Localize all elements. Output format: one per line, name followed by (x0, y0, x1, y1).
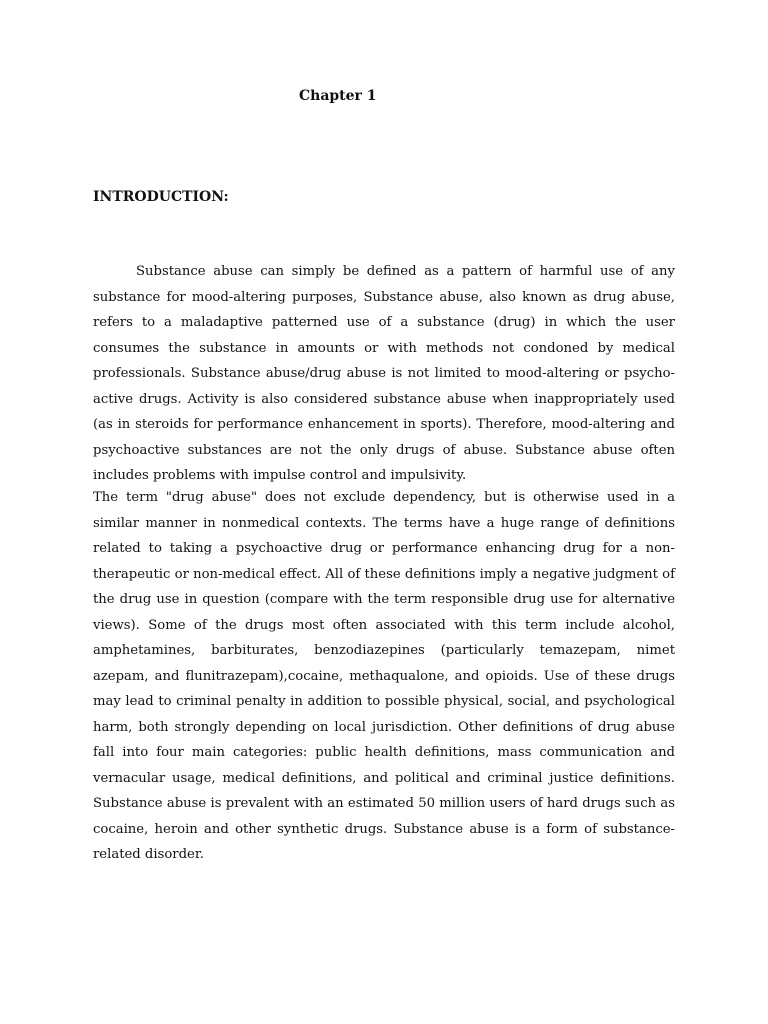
chapter-title: Chapter 1 (299, 88, 377, 104)
section-heading-introduction: INTRODUCTION: (93, 189, 229, 205)
body-paragraph-2: The term "drug abuse" does not exclude dependency, but is otherwise used in a similar manner in nonmedical contexts. The terms have a huge range of definitions related to taking a psychoactive drug or performance enhancing drug for a non-therapeutic or non-medical effect. All of these definitions imply a negative judgment of the drug use in question (compare with the term responsible drug use for alternative views). Some of the drugs most often associated with this term include alcohol, amphetamines, barbiturates, benzodiazepines (particularly temazepam, nimet azepam, and flunitrazepam),cocaine, methaqualone, and opioids. Use of these drugs may lead to criminal penalty in addition to possible physical, social, and psychological harm, both strongly depending on local jurisdiction. Other definitions of drug abuse fall into four main categories: public health definitions, mass communication and vernacular usage, medical definitions, and political and criminal justice definitions. Substance abuse is prevalent with an estimated 50 million users of hard drugs such as cocaine, heroin and other synthetic drugs. Substance abuse is a form of substance-related disorder. (93, 490, 675, 862)
body-paragraph-1: Substance abuse can simply be defined as a pattern of harmful use of any substance for mood-altering purposes, Substance abuse, also known as drug abuse, refers to a maladaptive patterned use of a substance (drug) in which the user consumes the substance in amounts or with methods not condoned by medical professionals. Substance abuse/drug abuse is not limited to mood-altering or psycho-active drugs. Activity is also considered substance abuse when inappropriately used (as in steroids for performance enhancement in sports). Therefore, mood-altering and psychoactive substances are not the only drugs of abuse. Substance abuse often includes problems with impulse control and impulsivity. (93, 264, 675, 483)
